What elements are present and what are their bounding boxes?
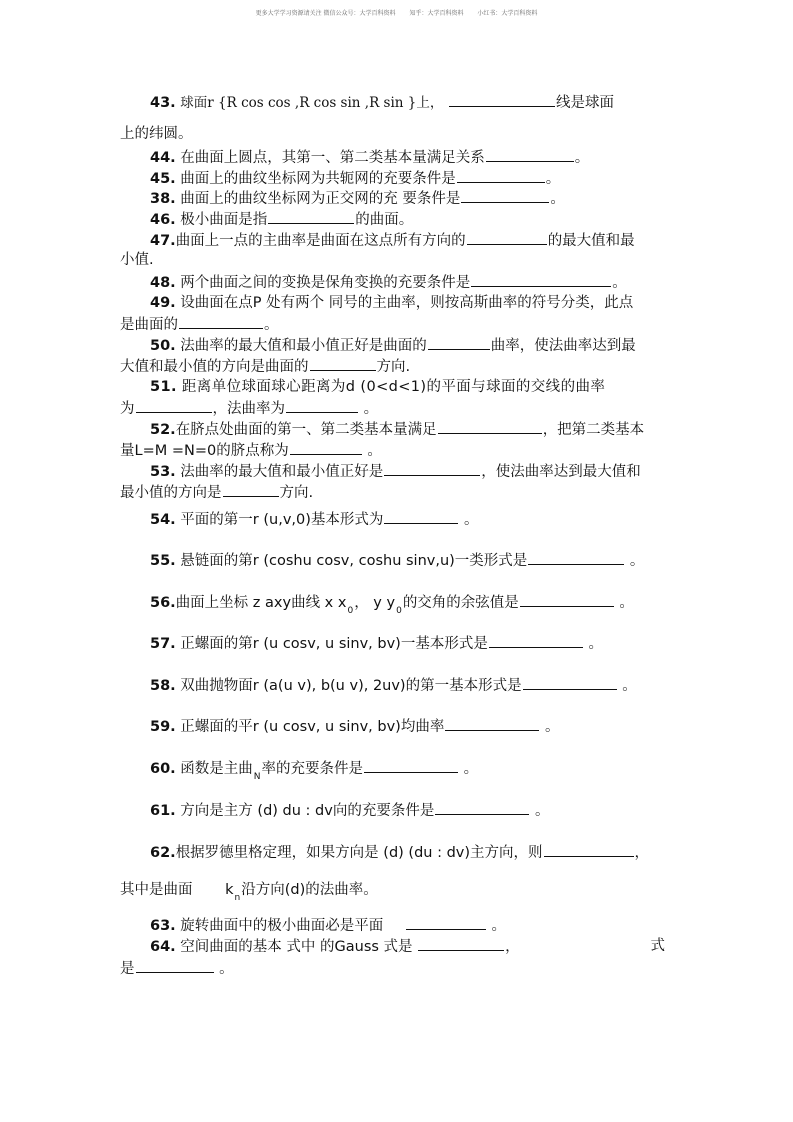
question-text: 。 bbox=[463, 761, 479, 777]
question-text: 曲面上的曲纹坐标网为共轭网的充要条件是 bbox=[180, 171, 456, 187]
question-59 bbox=[150, 716, 559, 737]
answer-blank[interactable] bbox=[461, 188, 549, 203]
question-number: 52. bbox=[150, 422, 176, 438]
question-number: 59. bbox=[150, 719, 176, 735]
question-text: 。 bbox=[491, 918, 507, 934]
question-53 bbox=[150, 461, 641, 482]
question-text: 的交角的余弦值是 bbox=[402, 595, 519, 611]
answer-blank[interactable] bbox=[435, 800, 529, 815]
question-number: 55. bbox=[150, 553, 176, 569]
answer-blank[interactable] bbox=[364, 758, 458, 773]
question-number: 53. bbox=[150, 464, 176, 480]
question-46 bbox=[150, 209, 413, 230]
question-38 bbox=[150, 188, 565, 209]
question-number: 48. bbox=[150, 275, 176, 291]
answer-blank[interactable] bbox=[523, 675, 617, 690]
answer-blank[interactable] bbox=[310, 356, 376, 371]
question-text: 。 bbox=[629, 553, 645, 569]
question-text: 两个曲面之间的变换是保角变换的充要条件是 bbox=[180, 275, 471, 291]
question-text: 。 bbox=[464, 512, 479, 528]
answer-blank[interactable] bbox=[471, 272, 611, 287]
question-text: 。 bbox=[264, 317, 279, 333]
question-text: 方向是主方 (d) du : dv向的充要条件是 bbox=[180, 803, 435, 819]
question-number: 45. bbox=[150, 171, 176, 187]
answer-blank[interactable] bbox=[268, 209, 354, 224]
question-text: 曲面上一点的主曲率是曲面在这点所有方向的 bbox=[175, 233, 466, 249]
question-49 bbox=[150, 293, 633, 313]
question-text: ，使法曲率达到最大值和 bbox=[481, 464, 641, 480]
question-number: 60. bbox=[150, 761, 176, 777]
answer-blank[interactable] bbox=[418, 936, 504, 951]
question-number: 38. bbox=[150, 191, 176, 207]
question-49-cont bbox=[120, 314, 279, 335]
question-text: 。 bbox=[534, 803, 550, 819]
question-63 bbox=[150, 915, 506, 936]
question-text: 小值. bbox=[120, 252, 154, 268]
question-text: 。 bbox=[545, 171, 561, 187]
question-number: 64. bbox=[150, 939, 176, 955]
question-number: 50. bbox=[150, 338, 176, 354]
question-text: 悬链面的第r (coshu cosv, coshu sinv,u)一类形式是 bbox=[180, 553, 528, 569]
question-text: 法曲率的最大值和最小值正好是曲面的 bbox=[180, 338, 427, 354]
question-43 bbox=[150, 92, 614, 113]
question-text: 其中是曲面 bbox=[120, 882, 193, 898]
question-56 bbox=[150, 592, 634, 615]
question-text: 平面的第一r (u,v,0)基本形式为 bbox=[180, 512, 384, 528]
question-text: 方向. bbox=[376, 359, 411, 375]
answer-blank[interactable] bbox=[286, 398, 358, 413]
question-text: 曲面上坐标 z axy曲线 x x bbox=[175, 595, 347, 611]
question-58 bbox=[150, 675, 637, 696]
question-number: 49. bbox=[150, 295, 176, 311]
question-54 bbox=[150, 509, 479, 530]
question-text: 在曲面上圆点，其第一、第二类基本量满足关系 bbox=[180, 150, 485, 166]
answer-blank[interactable] bbox=[544, 842, 634, 857]
answer-blank[interactable] bbox=[136, 958, 214, 973]
question-text: 率的充要条件是 bbox=[261, 761, 364, 777]
question-text: 曲率，使法曲率达到最 bbox=[490, 338, 636, 354]
question-text: 最小值的方向是 bbox=[120, 485, 222, 501]
question-number: 44. bbox=[150, 150, 176, 166]
header-item-2: 知乎：大学百科资料 bbox=[409, 10, 464, 17]
answer-blank[interactable] bbox=[445, 716, 539, 731]
question-48 bbox=[150, 272, 627, 293]
question-45 bbox=[150, 168, 560, 189]
answer-blank[interactable] bbox=[489, 633, 583, 648]
question-47-cont bbox=[120, 250, 154, 270]
header-item-1: 更多大学学习资源请关注 微信公众号：大学百科资料 bbox=[255, 10, 396, 17]
question-55 bbox=[150, 550, 644, 571]
answer-blank[interactable] bbox=[528, 550, 624, 565]
subscript: 0 bbox=[347, 606, 354, 616]
question-text: 极小曲面是指 bbox=[180, 212, 268, 228]
question-62-cont bbox=[120, 880, 378, 902]
question-52-cont bbox=[120, 440, 382, 461]
question-61 bbox=[150, 800, 549, 821]
question-50 bbox=[150, 335, 636, 356]
question-57 bbox=[150, 633, 603, 654]
question-text: 的最大值和最 bbox=[547, 233, 635, 249]
answer-blank[interactable] bbox=[449, 92, 555, 107]
question-text: 量L=M =N=0的脐点称为 bbox=[120, 443, 289, 459]
question-text: 的曲面。 bbox=[355, 212, 414, 228]
question-text: 。 bbox=[367, 443, 382, 459]
question-number: 58. bbox=[150, 678, 176, 694]
question-text: ， bbox=[634, 845, 650, 861]
question-number: 56. bbox=[150, 595, 176, 611]
answer-blank[interactable] bbox=[428, 335, 490, 350]
question-text: 为 bbox=[120, 401, 135, 417]
question-text: ，法曲率为 bbox=[212, 401, 285, 417]
page-header bbox=[0, 8, 793, 17]
answer-blank[interactable] bbox=[179, 314, 263, 329]
question-44 bbox=[150, 147, 589, 168]
question-text: 上的纬圆。 bbox=[120, 126, 193, 142]
question-text: ，把第二类基本 bbox=[542, 422, 645, 438]
question-64 bbox=[150, 936, 675, 957]
question-text: 线是球面 bbox=[555, 95, 614, 111]
question-text: 在脐点处曲面的第一、第二类基本量满足 bbox=[175, 422, 437, 438]
question-number: 54. bbox=[150, 512, 176, 528]
question-text: 式 bbox=[650, 938, 665, 954]
subscript: N bbox=[253, 772, 261, 782]
answer-blank[interactable] bbox=[457, 168, 545, 183]
question-text: 是 bbox=[120, 961, 135, 977]
math-symbol: k bbox=[225, 882, 234, 898]
answer-blank[interactable] bbox=[467, 230, 547, 245]
question-60 bbox=[150, 758, 478, 781]
question-text: 。 bbox=[574, 150, 590, 166]
question-text: 。 bbox=[550, 191, 565, 207]
question-text: 法曲率的最大值和最小值正好是 bbox=[180, 464, 384, 480]
question-51-cont bbox=[120, 398, 378, 419]
question-number: 43. bbox=[150, 95, 176, 111]
question-text: 球面r {R cos cos ,R cos sin ,R sin }上， bbox=[180, 95, 444, 111]
question-text: 正螺面的第r (u cosv, u sinv, bv)一基本形式是 bbox=[180, 636, 488, 652]
question-number: 47. bbox=[150, 233, 176, 249]
question-text: 。 bbox=[622, 678, 637, 694]
question-text: 函数是主曲 bbox=[180, 761, 253, 777]
question-text: 空间曲面的基本 式中 的Gauss 式是 bbox=[180, 939, 413, 955]
answer-blank[interactable] bbox=[223, 482, 279, 497]
question-50-cont bbox=[120, 356, 410, 377]
question-text: 正螺面的平r (u cosv, u sinv, bv)均曲率 bbox=[180, 719, 445, 735]
question-text: 。 bbox=[363, 401, 379, 417]
question-text: 。 bbox=[612, 275, 627, 291]
question-text: 。 bbox=[219, 961, 234, 977]
subscript: n bbox=[234, 893, 241, 903]
question-52 bbox=[150, 419, 644, 440]
answer-blank[interactable] bbox=[486, 147, 574, 162]
question-text: 根据罗德里格定理，如果方向是 (d) (du : dv)主方向，则 bbox=[175, 845, 543, 861]
question-text: 方向. bbox=[279, 485, 314, 501]
header-item-3: 小红书：大学百科资料 bbox=[477, 10, 538, 17]
question-text: 。 bbox=[588, 636, 603, 652]
question-number: 62. bbox=[150, 845, 176, 861]
question-43-cont bbox=[120, 124, 193, 144]
question-51 bbox=[150, 377, 605, 397]
question-number: 57. bbox=[150, 636, 176, 652]
question-53-cont bbox=[120, 482, 313, 503]
answer-blank[interactable] bbox=[384, 509, 458, 524]
question-text: 。 bbox=[619, 595, 634, 611]
question-number: 61. bbox=[150, 803, 176, 819]
question-text: 沿方向(d)的法曲率。 bbox=[241, 882, 378, 898]
question-47 bbox=[150, 230, 635, 251]
question-text: 曲面上的曲纹坐标网为正交网的充 要条件是 bbox=[180, 191, 461, 207]
question-text: ， y y bbox=[354, 595, 396, 611]
question-number: 51. bbox=[150, 379, 177, 395]
answer-blank[interactable] bbox=[290, 440, 362, 455]
question-text: 大值和最小值的方向是曲面的 bbox=[120, 359, 309, 375]
question-62 bbox=[150, 842, 649, 863]
answer-blank[interactable] bbox=[384, 461, 480, 476]
question-text: 。 bbox=[544, 719, 560, 735]
question-text: 双曲抛物面r (a(u v), b(u v), 2uv)的第一基本形式是 bbox=[180, 678, 522, 694]
answer-blank[interactable] bbox=[136, 398, 212, 413]
subscript: 0 bbox=[396, 606, 402, 616]
answer-blank[interactable] bbox=[438, 419, 542, 434]
question-text: 旋转曲面中的极小曲面必是平面 bbox=[180, 918, 384, 934]
question-text: 设曲面在点P 处有两个 同号的主曲率，则按高斯曲率的符号分类，此点 bbox=[180, 295, 634, 311]
question-text: 是曲面的 bbox=[120, 317, 178, 333]
answer-blank[interactable] bbox=[520, 592, 614, 607]
question-text: 距离单位球面球心距离为d (0<d<1)的平面与球面的交线的曲率 bbox=[181, 379, 606, 395]
question-number: 63. bbox=[150, 918, 176, 934]
question-number: 46. bbox=[150, 212, 176, 228]
answer-blank[interactable] bbox=[406, 915, 486, 930]
question-text: ， bbox=[505, 939, 520, 955]
question-64-cont bbox=[120, 958, 234, 979]
